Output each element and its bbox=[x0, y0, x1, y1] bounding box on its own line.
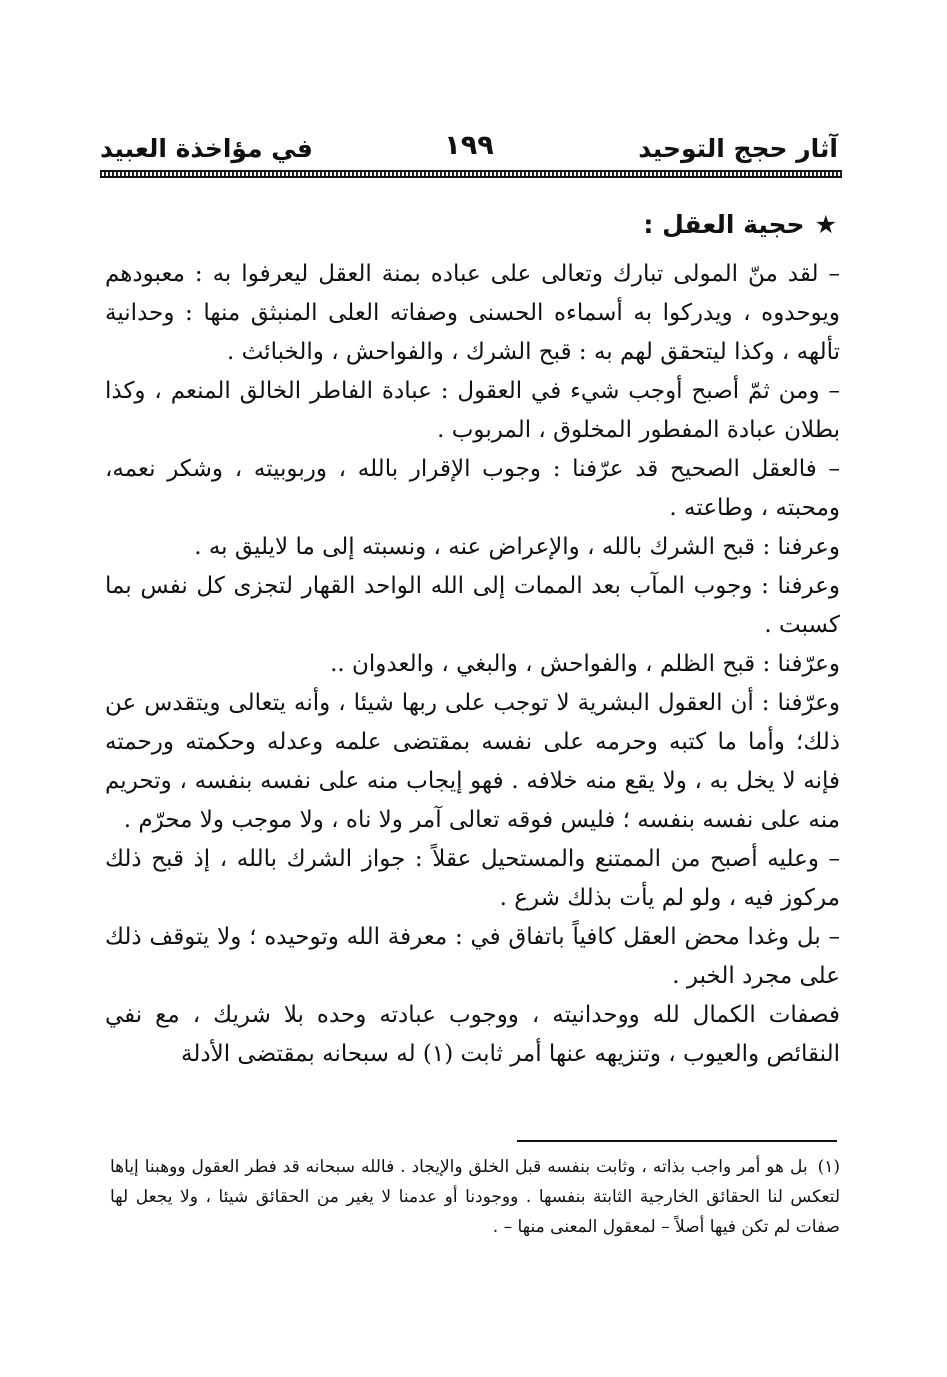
book-title: آثار حجج التوحيد bbox=[638, 134, 838, 163]
section-title: حجية العقل : bbox=[643, 210, 805, 239]
page-number: ١٩٩ bbox=[444, 130, 494, 161]
paragraph: وعرفنا : قبح الشرك بالله ، والإعراض عنه ، ونسبته إلى ما لايليق به . bbox=[194, 534, 840, 560]
header-rule bbox=[100, 170, 842, 178]
star-icon: ★ bbox=[814, 210, 837, 239]
footnote bbox=[110, 1152, 840, 1242]
paragraph: وعرفنا : وجوب المآب بعد الممات إلى الله الواحد القهار لتجزى كل نفس بما كسبت . bbox=[105, 573, 840, 638]
paragraph: – لقد منّ المولى تبارك وتعالى على عباده بمنة العقل ليعرفوا به : معبودهم ويوحدوه ، ويدركوا به أسماءه الحسنى وصفاته العلى المنبثق منها : وحدانية تألهه ، وكذا ليتحقق لهم به : قبح الشرك ، والفواحش ، والخبائث . bbox=[105, 261, 840, 365]
footnote-rule bbox=[517, 1140, 837, 1142]
paragraph: – ومن ثمّ أصبح أوجب شيء في العقول : عبادة الفاطر الخالق المنعم ، وكذا بطلان عبادة المفطور المخلوق ، المربوب . bbox=[105, 378, 840, 443]
paragraph: فصفات الكمال لله ووحدانيته ، ووجوب عبادته وحده بلا شريك ، مع نفي النقائص والعيوب ، وتنزيهه عنها أمر ثابت (١) له سبحانه بمقتضى الأدلة bbox=[105, 1002, 840, 1067]
section-heading bbox=[643, 210, 837, 239]
paragraph: وعرّفنا : قبح الظلم ، والفواحش ، والبغي ، والعدوان .. bbox=[330, 651, 840, 677]
footnote-text: بل هو أمر واجب بذاته ، وثابت بنفسه قبل الخلق والإيجاد . فالله سبحانه قد فطر العقول ووهبنا إياها لتعكس لنا الحقائق الخارجية الثابتة بنفسها . ووجودنا أو عدمنا لا يغير من الحقائق شيئا ، ولا يجعل لها صفات لم تكن فيها أصلاً – لمعقول المعنى منها – . bbox=[110, 1157, 840, 1237]
running-header bbox=[100, 128, 838, 170]
paragraph: – وعليه أصبح من الممتنع والمستحيل عقلاً : جواز الشرك بالله ، إذ قبح ذلك مركوز فيه ، ولو لم يأت بذلك شرع . bbox=[105, 846, 840, 911]
paragraph: وعرّفنا : أن العقول البشرية لا توجب على ربها شيئا ، وأنه يتعالى ويتقدس عن ذلك؛ وأما ما كتبه وحرمه على نفسه بمقتضى علمه وعدله وحكمته ورحمته فإنه لا يخل به ، ولا يقع منه خلافه . فهو إيجاب منه على نفسه بنفسه ، وتحريم منه على نفسه بنفسه ؛ فليس فوقه تعالى آمر ولا ناه ، ولا موجب ولا محرّم . bbox=[105, 690, 840, 833]
body-text bbox=[105, 255, 840, 1074]
paragraph: – فالعقل الصحيح قد عرّفنا : وجوب الإقرار بالله ، وربوبيته ، وشكر نعمه، ومحبته ، وطاعته . bbox=[105, 456, 840, 521]
paragraph: – بل وغدا محض العقل كافياً باتفاق في : معرفة الله وتوحيده ؛ ولا يتوقف ذلك على مجرد الخبر . bbox=[105, 924, 840, 989]
chapter-title: في مؤاخذة العبيد bbox=[100, 134, 313, 163]
footnote-number: (١) bbox=[817, 1157, 840, 1177]
